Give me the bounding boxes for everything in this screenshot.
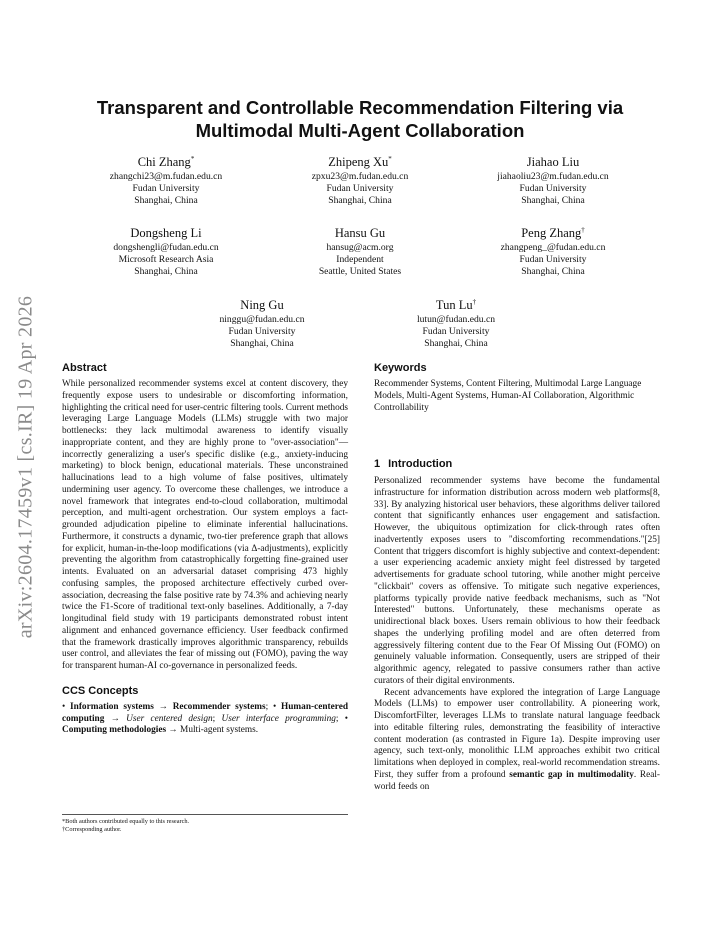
author-email[interactable]: dongshengli@fudan.edu.cn	[113, 242, 219, 254]
author-org: Fudan University	[519, 183, 587, 195]
abstract-heading: Abstract	[62, 362, 107, 374]
author-name: Tun Lu	[435, 298, 473, 313]
ccs-heading: CCS Concepts	[62, 684, 139, 697]
author-org: Fudan University	[422, 326, 490, 338]
author-location: Seattle, United States	[318, 266, 402, 278]
author-block	[177, 295, 347, 350]
author-org: Fudan University	[326, 183, 394, 195]
introduction-body	[374, 476, 660, 793]
author-name: Chi Zhang	[137, 155, 191, 170]
author-mark: *	[190, 155, 195, 163]
author-name: Peng Zhang	[521, 226, 582, 241]
author-email[interactable]: zhangchi23@m.fudan.edu.cn	[109, 171, 223, 183]
author-location: Shanghai, China	[230, 338, 294, 350]
intro-paragraph-2: Recent advancements have explored the integration of Large Language Models (LLMs) to empower user controllability. A pioneering work, DiscomfortFilter, leverages LLMs to translate natural language feedback into editable filtering rules, demonstrating the feasibility of interactive content moderation (as contrasted in Figure 1a). Despite improving user agency, such text-only, monolithic LLM approaches exhibit two critical limitations when deployed in complex, real-world recommendation streams. First, they suffer from a profound semantic gap in multimodality. Real-world feeds on	[374, 687, 661, 792]
ccs-term: User centered design	[126, 713, 213, 724]
author-location: Shanghai, China	[424, 338, 488, 350]
right-column	[374, 362, 660, 414]
ccs-term: User interface programming	[221, 713, 336, 724]
ccs-term: Multi-agent systems.	[180, 725, 259, 736]
author-block	[468, 152, 638, 207]
ccs-concepts: • Information systems → Recommender systems; • Human-centered computing → User centered design; User interface programming; • Computing methodologies → Multi-agent systems.	[62, 701, 348, 736]
introduction-heading: 1 Introduction	[374, 458, 453, 470]
author-org: Independent	[336, 254, 384, 266]
arxiv-identifier: arXiv:2604.17459v1 [cs.IR] 19 Apr 2026	[14, 295, 37, 639]
author-location: Shanghai, China	[521, 266, 585, 278]
author-location: Shanghai, China	[134, 195, 198, 207]
author-block	[371, 295, 541, 350]
keywords-heading: Keywords	[374, 362, 427, 374]
author-block	[468, 223, 638, 278]
author-name: Dongsheng Li	[130, 226, 202, 241]
author-mark: *	[388, 155, 392, 163]
author-org: Microsoft Research Asia	[118, 254, 214, 266]
ccs-term: Recommender systems	[172, 701, 266, 712]
abstract-text: While personalized recommender systems excel at content discovery, they frequently expose users to undesirable or discomforting information, highlighting the critical need for user-centric filtering tools. Current methods leveraging Large Language Models (LLMs) struggle with two major bottlenecks: they lack multimodal awareness to identify visually inappropriate content, and they are highly prone to "over-association"—incorrectly generalizing a user's specific dislike (e.g., anxiety-inducing marketing) to block benign, educational materials. These unconstrained hallucinations lead to a high volume of false positives, ultimately undermining user agency. To overcome these challenges, we introduce a novel framework that integrates end-to-cloud collaboration, multimodal perception, and multi-agent orchestration. Our system employs a fact-grounded adjudication pipeline to eliminate inferential hallucinations. Furthermore, it constructs a dynamic, two-tier preference graph that allows for explicit, human-in-the-loop modifications (via Δ-adjustments), explicitly preventing the algorithm from catastrophically forgetting fine-grained user intents. Evaluated on an adversarial dataset comprising 473 highly confusing samples, the proposed architecture effectively curbed over-association, decreasing the false positive rate by 74.3% and achieving nearly twice the F1-Score of traditional text-only baselines. Additionally, a 7-day longitudinal field study with 19 participants demonstrated robust intent alignment and enhanced governance efficiency. User feedback confirmed that the framework drastically improves algorithmic transparency, rebuilds user control, and alleviates the fear of missing out (FOMO), paving the way for transparent human-AI co-governance in personalized feeds.	[62, 379, 348, 671]
title-line-2: Multimodal Multi-Agent Collaboration	[195, 120, 525, 141]
ccs-term: Human-centered computing	[62, 701, 348, 724]
footnote-equal-contribution: *Both authors contributed equally to this research.	[62, 818, 190, 825]
author-email[interactable]: zhangpeng_@fudan.edu.cn	[500, 242, 606, 254]
author-location: Shanghai, China	[521, 195, 585, 207]
author-email[interactable]: hansug@acm.org	[326, 242, 394, 254]
author-org: Fudan University	[519, 254, 587, 266]
author-mark: †	[581, 226, 585, 234]
author-name: Hansu Gu	[334, 226, 386, 241]
ccs-term: Computing methodologies	[62, 725, 167, 736]
author-block	[81, 152, 251, 207]
author-email[interactable]: zpxu23@m.fudan.edu.cn	[311, 171, 409, 183]
author-location: Shanghai, China	[328, 195, 392, 207]
author-email[interactable]: lutun@fudan.edu.cn	[416, 314, 496, 326]
ccs-term: Information systems	[70, 701, 154, 712]
author-block	[81, 223, 251, 278]
author-block	[275, 152, 445, 207]
author-location: Shanghai, China	[134, 266, 198, 278]
paper-title	[62, 96, 658, 142]
author-org: Fudan University	[228, 326, 296, 338]
author-mark: †	[472, 298, 477, 306]
intro-paragraph-1: Personalized recommender systems have become the fundamental infrastructure for information distribution across modern web platforms[8, 33]. By analyzing historical user behaviors, these algorithms deliver tailored content that significantly enhances user engagement and satisfaction. However, the ubiquitous optimization for click-through rates often inadvertently exposes users to "discomforting recommendations."[25] Content that triggers discomfort is highly subjective and context-dependent: a user experiencing academic anxiety might feel distressed by targeted advertisements for graduate school tutoring, while another might perceive "clickbait" covers as offensive. To mitigate such negative experiences, platforms typically provide native feedback mechanisms, such as "Not Interested" buttons. Unfortunately, these mechanisms operate as unidirectional black boxes. Users remain oblivious to how their feedback shapes the underlying profiling model and are often deterred from aggressively filtering content due to the Fear Of Missing Out (FOMO) on genuinely valuable information. Consequently, users are stripped of their algorithmic agency, relegated to passive consumers rather than active curators of their digital environments.	[374, 476, 660, 686]
section-number: 1	[374, 458, 381, 470]
title-line-1: Transparent and Controllable Recommendation Filtering via	[96, 97, 624, 118]
keywords-text: Recommender Systems, Content Filtering, Multimodal Large Language Models, Multi-Agent Systems, Human-AI Collaboration, Algorithmic Controllability	[374, 379, 642, 413]
author-email[interactable]: jiahaoliu23@m.fudan.edu.cn	[497, 171, 609, 183]
footnotes	[62, 814, 348, 834]
emphasis: semantic gap in multimodality	[509, 769, 634, 780]
footnote-corresponding: †Corresponding author.	[62, 826, 122, 833]
author-email[interactable]: ninggu@fudan.edu.cn	[219, 314, 305, 326]
author-block	[275, 223, 445, 278]
author-name: Ning Gu	[240, 298, 284, 313]
author-name: Jiahao Liu	[526, 155, 580, 170]
author-org: Fudan University	[132, 183, 200, 195]
author-name: Zhipeng Xu	[328, 155, 389, 170]
left-column	[62, 362, 348, 737]
